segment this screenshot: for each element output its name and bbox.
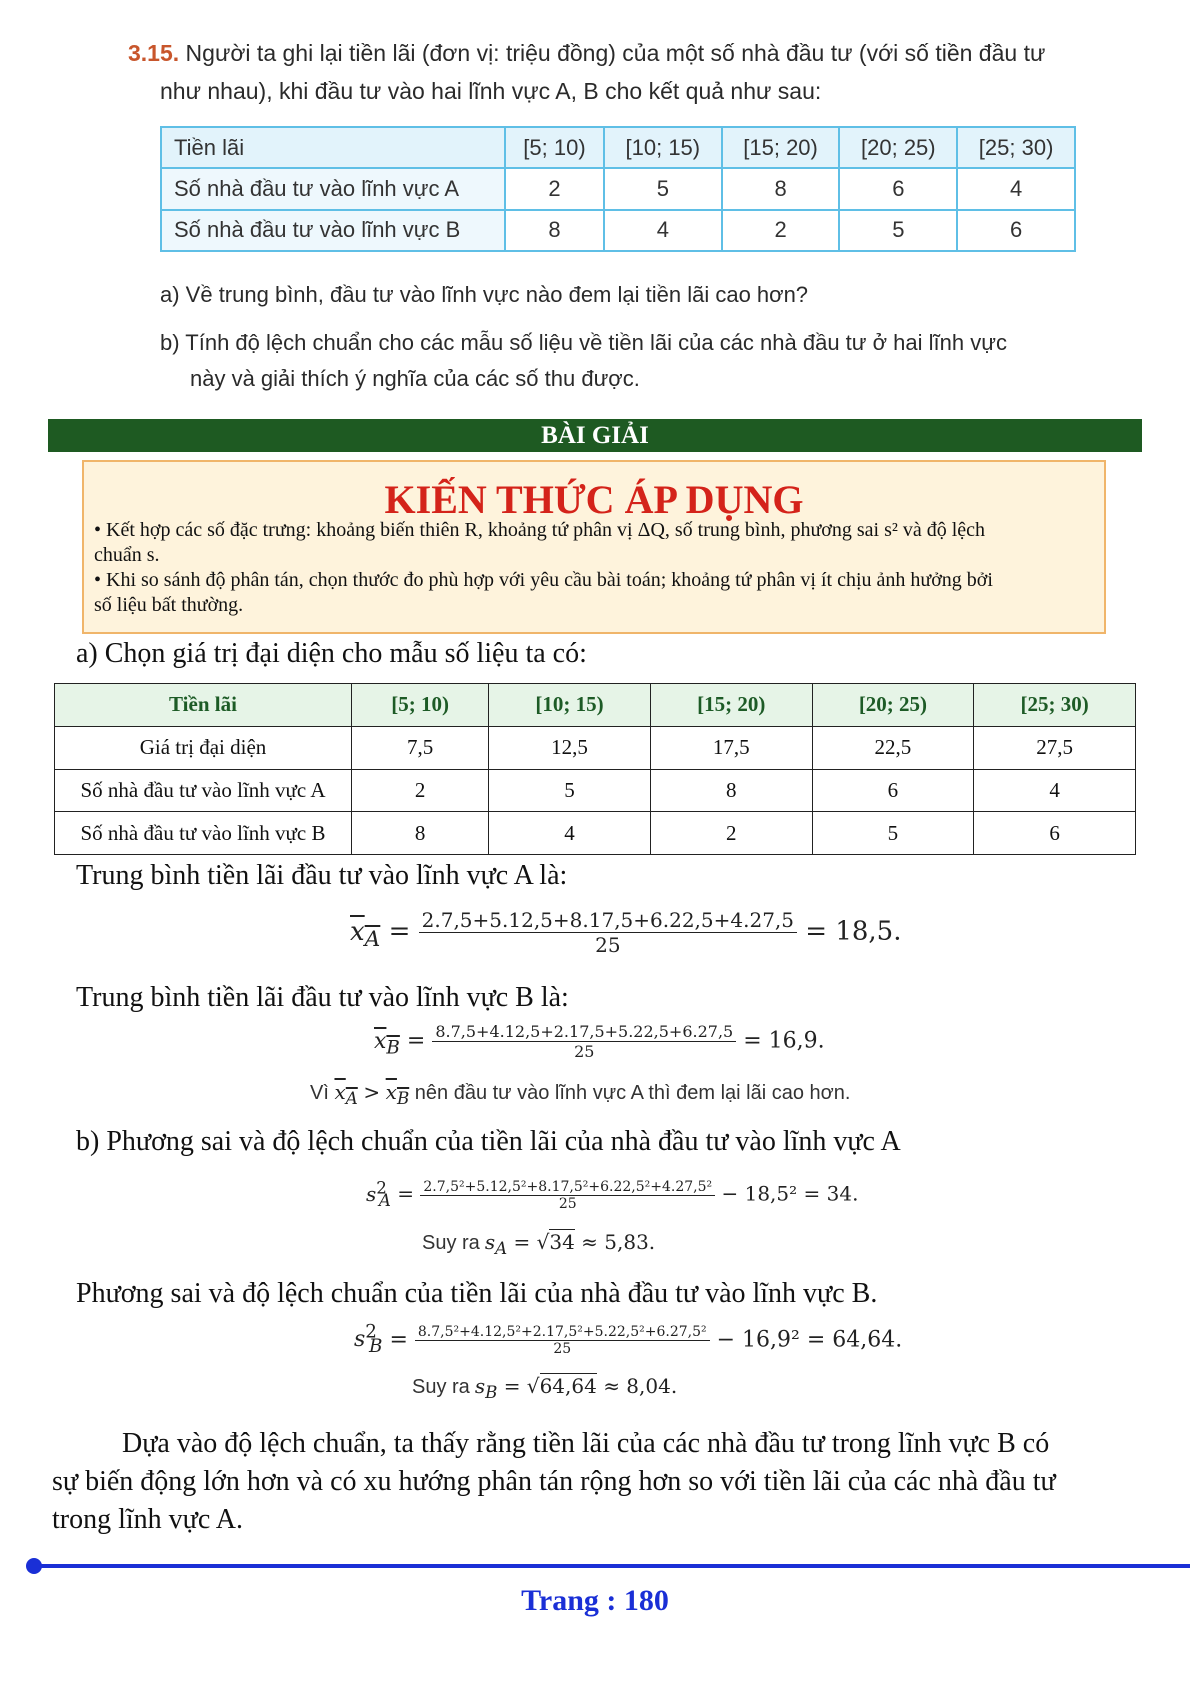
sd-var: s bbox=[474, 1374, 486, 1398]
knowledge-line: • Kết hợp các số đặc trưng: khoảng biến thiên R, khoảng tứ phân vị ΔQ, số trung bình, phương sai s² và độ lệch bbox=[94, 519, 986, 541]
fraction-numerator: 2.7,5+5.12,5+8.17,5+6.22,5+4.27,5 bbox=[419, 908, 797, 933]
page-number: Trang : 180 bbox=[521, 1584, 669, 1617]
variance-b-formula: $s^2_B$ = $\frac{\text{8.7,5²+4.12,5²+2.17,5²+5.22,5²+6.27,5²}}{25}$ − 16,9² = 64,64. bbox=[354, 1322, 903, 1357]
mean-sub: B bbox=[396, 1089, 410, 1108]
knowledge-line: • Khi so sánh độ phân tán, chọn thước đo phù hợp với yêu cầu bài toán; khoảng tứ phân vị ít chịu ảnh hưởng bởi bbox=[94, 569, 993, 591]
table-cell: 8 bbox=[722, 168, 840, 209]
conclusion-line1: Dựa vào độ lệch chuẩn, ta thấy rằng tiền lãi của các nhà đầu tư trong lĩnh vực B có bbox=[122, 1428, 1050, 1459]
knowledge-line: số liệu bất thường. bbox=[94, 594, 244, 616]
mean-var: x bbox=[350, 916, 365, 947]
sd-b-result: ≈ 8,04. bbox=[603, 1374, 678, 1398]
knowledge-box bbox=[82, 460, 1106, 634]
fraction-denominator: 25 bbox=[574, 1042, 595, 1061]
table-cell: Số nhà đầu tư vào lĩnh vực B bbox=[161, 210, 505, 251]
mean-a-formula: $x_A$ = $\frac{2.7,5+5.12,5+8.17,5+6.22,5+4.27,5}{25}$ = 18,5. bbox=[350, 908, 902, 957]
compare-mean-b bbox=[385, 1080, 410, 1108]
footer-divider bbox=[30, 1564, 1190, 1568]
table-cell: [20; 25) bbox=[812, 684, 974, 727]
part-a-intro: a) Chọn giá trị đại diện cho mẫu số liệu ta có: bbox=[76, 638, 587, 669]
conclusion-line3: trong lĩnh vực A. bbox=[52, 1504, 243, 1535]
sd-sub: A bbox=[495, 1239, 508, 1258]
table-cell: [15; 20) bbox=[650, 684, 812, 727]
mean-b-text: Trung bình tiền lãi đầu tư vào lĩnh vực B là: bbox=[76, 982, 569, 1013]
table-cell: 6 bbox=[974, 812, 1136, 855]
table-row bbox=[55, 769, 1136, 812]
variance-a-symbol: $s^2_A$ bbox=[366, 1178, 391, 1210]
table-row bbox=[55, 812, 1136, 855]
sqrt-radicand: 64,64 bbox=[539, 1374, 597, 1398]
variance-b-symbol: $s^2_B$ bbox=[354, 1322, 383, 1357]
table-cell: 22,5 bbox=[812, 726, 974, 769]
fraction-numerator: 2.7,5²+5.12,5²+8.17,5²+6.22,5²+4.27,5² bbox=[420, 1179, 715, 1196]
problem-intro-text: Người ta ghi lại tiền lãi (đơn vị: triệu đồng) của một số nhà đầu tư (với số tiền đầu tư bbox=[185, 40, 1046, 66]
mean-b-fraction bbox=[432, 1022, 736, 1061]
table-row bbox=[161, 210, 1075, 251]
table-cell: [5; 10) bbox=[352, 684, 489, 727]
table-cell: [5; 10) bbox=[505, 127, 604, 168]
mean-var: x bbox=[374, 1028, 387, 1054]
table-cell: 5 bbox=[604, 168, 722, 209]
question-b-line2: này và giải thích ý nghĩa của các số thu được. bbox=[190, 366, 640, 391]
compare-suffix: nên đầu tư vào lĩnh vực A thì đem lại lãi cao hơn. bbox=[414, 1082, 851, 1104]
solution-table bbox=[54, 683, 1136, 855]
table-cell: 4 bbox=[974, 769, 1136, 812]
problem-intro-line1 bbox=[128, 40, 1045, 67]
comparison-line bbox=[310, 1080, 850, 1108]
sd-prefix: Suy ra bbox=[422, 1232, 480, 1254]
table-cell: 6 bbox=[839, 168, 957, 209]
knowledge-line: chuẩn s. bbox=[94, 544, 160, 566]
problem-table-header bbox=[161, 127, 1075, 168]
table-cell: Số nhà đầu tư vào lĩnh vực A bbox=[55, 769, 352, 812]
fraction-denominator: 25 bbox=[595, 933, 621, 957]
variance-a-fraction bbox=[420, 1179, 715, 1212]
table-row bbox=[161, 168, 1075, 209]
fraction-numerator: 8.7,5²+4.12,5²+2.17,5²+5.22,5²+6.27,5² bbox=[415, 1324, 710, 1341]
table-cell: 6 bbox=[812, 769, 974, 812]
mean-sub: A bbox=[345, 1089, 358, 1108]
question-b-line1: b) Tính độ lệch chuẩn cho các mẫu số liệu về tiền lãi của các nhà đầu tư ở hai lĩnh vực bbox=[160, 330, 1007, 355]
sd-b-line: Suy ra $s_B = √64,64 \approx 8,04$. bbox=[412, 1374, 678, 1402]
table-cell: [10; 15) bbox=[604, 127, 722, 168]
table-cell: Số nhà đầu tư vào lĩnh vực B bbox=[55, 812, 352, 855]
mean-a-fraction bbox=[419, 908, 797, 957]
mean-b-formula: $x_B$ = $\frac{8.7,5+4.12,5+2.17,5+5.22,5+6.27,5}{25}$ = 16,9. bbox=[374, 1022, 825, 1061]
mean-var: x bbox=[385, 1080, 397, 1104]
conclusion-line2: sự biến động lớn hơn và có xu hướng phân tán rộng hơn so với tiền lãi của các nhà đầu tư bbox=[52, 1466, 1056, 1497]
mean-a-result: = 18,5. bbox=[805, 916, 902, 947]
table-cell: 2 bbox=[722, 210, 840, 251]
sd-eq: = bbox=[513, 1230, 531, 1254]
fraction-numerator: 8.7,5+4.12,5+2.17,5+5.22,5+6.27,5 bbox=[432, 1022, 736, 1042]
problem-table bbox=[160, 126, 1076, 252]
variance-a-result: − 18,5² = 34. bbox=[721, 1181, 859, 1206]
sqrt-radicand: 34 bbox=[549, 1230, 575, 1254]
table-cell: 2 bbox=[505, 168, 604, 209]
table-cell: 2 bbox=[352, 769, 489, 812]
table-cell: 5 bbox=[489, 769, 651, 812]
table-cell: Tiền lãi bbox=[55, 684, 352, 727]
mean-b-symbol bbox=[374, 1028, 400, 1058]
mean-var: x bbox=[334, 1080, 346, 1104]
table-cell: 8 bbox=[650, 769, 812, 812]
compare-mean-a bbox=[334, 1080, 358, 1108]
table-cell: Số nhà đầu tư vào lĩnh vực A bbox=[161, 168, 505, 209]
table-cell: 6 bbox=[957, 210, 1075, 251]
sd-sub: B bbox=[485, 1383, 498, 1402]
table-cell: 4 bbox=[489, 812, 651, 855]
mean-sub: A bbox=[364, 926, 381, 952]
part-b-text: b) Phương sai và độ lệch chuẩn của tiền lãi của nhà đầu tư vào lĩnh vực A bbox=[76, 1126, 901, 1157]
sd-a-result: ≈ 5,83. bbox=[581, 1230, 656, 1254]
knowledge-title: KIẾN THỨC ÁP DỤNG bbox=[384, 477, 804, 522]
table-cell: Giá trị đại diện bbox=[55, 726, 352, 769]
table-cell: 4 bbox=[604, 210, 722, 251]
part-b-text-2: Phương sai và độ lệch chuẩn của tiền lãi của nhà đầu tư vào lĩnh vực B. bbox=[76, 1278, 878, 1309]
table-cell: Tiền lãi bbox=[161, 127, 505, 168]
sd-prefix: Suy ra bbox=[412, 1376, 470, 1398]
table-cell: 27,5 bbox=[974, 726, 1136, 769]
table-cell: 4 bbox=[957, 168, 1075, 209]
table-cell: 5 bbox=[839, 210, 957, 251]
sd-eq: = bbox=[503, 1374, 521, 1398]
table-row bbox=[55, 726, 1136, 769]
table-cell: 8 bbox=[505, 210, 604, 251]
table-cell: 2 bbox=[650, 812, 812, 855]
table-cell: [25; 30) bbox=[957, 127, 1075, 168]
table-cell: [25; 30) bbox=[974, 684, 1136, 727]
table-cell: 17,5 bbox=[650, 726, 812, 769]
fraction-denominator: 25 bbox=[558, 1195, 577, 1212]
table-cell: [20; 25) bbox=[839, 127, 957, 168]
variance-b-result: − 16,9² = 64,64. bbox=[716, 1327, 903, 1353]
table-cell: [15; 20) bbox=[722, 127, 840, 168]
variance-a-formula: $s^2_A$ = $\frac{\text{2.7,5²+5.12,5²+8.17,5²+6.22,5²+4.27,5²}}{25}$ − 18,5² = 34. bbox=[366, 1178, 859, 1212]
table-cell: [10; 15) bbox=[489, 684, 651, 727]
compare-relation: > bbox=[363, 1080, 381, 1104]
mean-b-result: = 16,9. bbox=[743, 1028, 825, 1054]
sd-var: s bbox=[484, 1230, 496, 1254]
variance-b-fraction bbox=[415, 1324, 710, 1357]
compare-prefix: Vì bbox=[310, 1082, 329, 1104]
problem-intro-line2: như nhau), khi đầu tư vào hai lĩnh vực A, B cho kết quả như sau: bbox=[160, 78, 822, 104]
table-cell: 7,5 bbox=[352, 726, 489, 769]
question-a: a) Về trung bình, đầu tư vào lĩnh vực nào đem lại tiền lãi cao hơn? bbox=[160, 282, 809, 307]
mean-sub: B bbox=[386, 1036, 400, 1058]
mean-a-symbol bbox=[350, 916, 381, 952]
table-cell: 5 bbox=[812, 812, 974, 855]
sd-a-line: Suy ra $s_A = √34 \approx 5,83$. bbox=[422, 1230, 656, 1258]
footer-divider-dot bbox=[26, 1558, 42, 1574]
table-cell: 12,5 bbox=[489, 726, 651, 769]
problem-number: 3.15. bbox=[128, 40, 180, 66]
solution-banner: BÀI GIẢI bbox=[48, 419, 1142, 452]
table-cell: 8 bbox=[352, 812, 489, 855]
solution-table-header bbox=[55, 684, 1136, 727]
fraction-denominator: 25 bbox=[553, 1340, 572, 1357]
mean-a-text: Trung bình tiền lãi đầu tư vào lĩnh vực A là: bbox=[76, 860, 568, 891]
